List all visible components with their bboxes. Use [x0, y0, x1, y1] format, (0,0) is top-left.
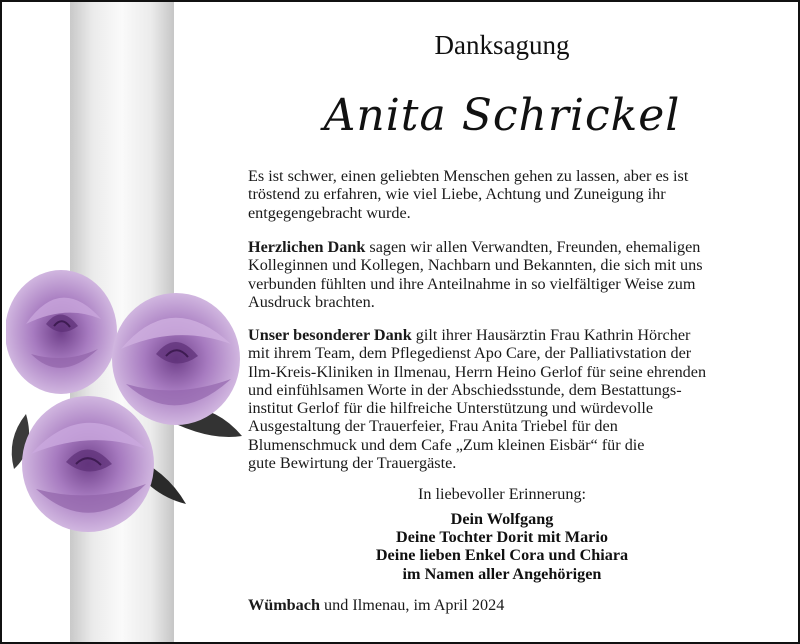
text-line: Ausdruck brachten. [248, 292, 375, 311]
paragraph-thanks [248, 238, 768, 311]
text-line: tröstend zu erfahren, wie viel Liebe, Achtung und Zuneigung ihr [248, 185, 666, 204]
paragraph-intro [248, 167, 768, 222]
signature-line: Deine lieben Enkel Cora und Chiara [375, 546, 629, 565]
text-line [248, 238, 768, 256]
text-line: Blumenschmuck und dem Cafe „Zum kleinen Eisbär“ für die [248, 435, 645, 454]
signature-block [252, 510, 752, 583]
text-line: gute Bewirtung der Trauergäste. [248, 454, 457, 473]
page-title: Danksagung [434, 30, 570, 60]
place-name: Wümbach [248, 596, 320, 614]
text-line: Ilm-Kreis-Kliniken in Ilmenau, Herrn Heino Gerlof für seine ehrenden [248, 362, 707, 381]
text-line: Ausgestaltung der Trauerfeier, Frau Anita Triebel für den [248, 417, 618, 436]
bold-lead: Unser besonderer Dank [248, 326, 412, 344]
text-line: entgegengebracht wurde. [248, 203, 411, 222]
memory-line: In liebevoller Erinnerung: [417, 485, 587, 503]
text-line: verbunden fühlten und ihre Anteilnahme in so vielfältiger Weise zum [248, 274, 696, 293]
place-date [248, 596, 748, 615]
date-text: und Ilmenau, im April 2024 [319, 596, 505, 614]
deceased-name: Anita Schrickel [323, 90, 681, 141]
paragraph-special-thanks [248, 326, 768, 472]
text-line [248, 326, 768, 344]
bold-lead: Herzlichen Dank [248, 238, 366, 256]
rose-bottom [22, 396, 154, 532]
purple-roses-image [6, 264, 246, 564]
rose-right [112, 293, 240, 425]
text-line: Es ist schwer, einen geliebten Menschen gehen zu lassen, aber es ist [248, 167, 689, 185]
signature-line: Dein Wolfgang [450, 510, 554, 528]
rose-top-left [6, 270, 117, 394]
text-line: und einfühlsamen Worte in der Abschiedsstunde, dem Bestattungs- [248, 380, 682, 399]
text-line: Kolleginnen und Kollegen, Nachbarn und Bekannten, die sich mit uns [248, 256, 703, 275]
text-line: institut Gerlof für die hilfreiche Unterstützung und würdevolle [248, 399, 654, 418]
text-span: gilt ihrer Hausärztin Frau Kathrin Hörcher [411, 326, 691, 344]
text-span: sagen wir allen Verwandten, Freunden, ehemaligen [365, 238, 701, 256]
signature-line: im Namen aller Angehörigen [402, 564, 602, 583]
signature-line: Deine Tochter Dorit mit Mario [396, 528, 608, 547]
text-line: mit ihrem Team, dem Pflegedienst Apo Care, der Palliativstation der [248, 344, 692, 363]
